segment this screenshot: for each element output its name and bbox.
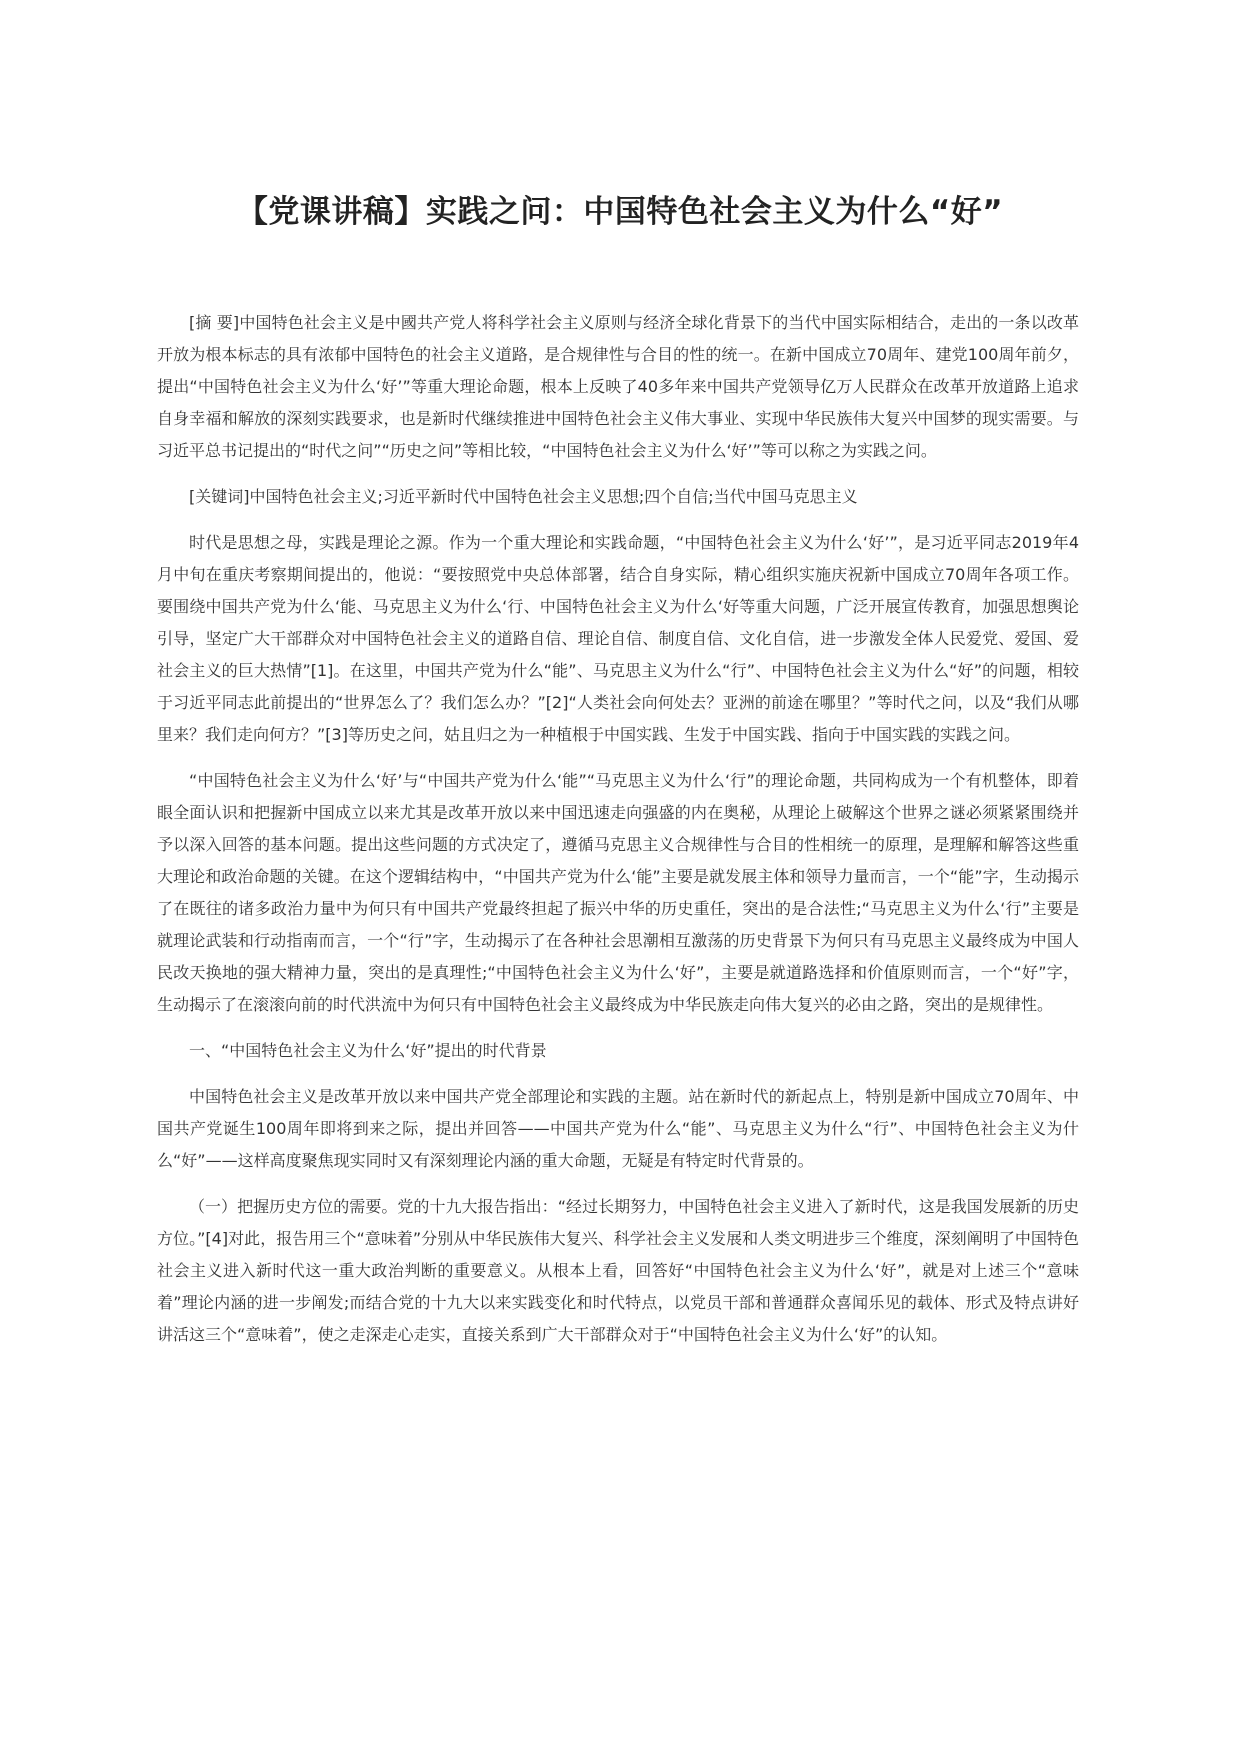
body-paragraph-3: 中国特色社会主义是改革开放以来中国共产党全部理论和实践的主题。站在新时代的新起点上，特别是新中国成立70周年、中国共产党诞生100周年即将到来之际，提出并回答——中国共产党为什么“能”、马克思主义为什么“行”、中国特色社会主义为什么“好”——这样高度聚焦现实同时又有深刻理论内涵的重大命题，无疑是有特定时代背景的。 (157, 1087, 1079, 1170)
section-heading-1: 一、“中国特色社会主义为什么‘好”提出的时代背景 (189, 1041, 547, 1060)
body-paragraph-1: 时代是思想之母，实践是理论之源。作为一个重大理论和实践命题，“中国特色社会主义为什么‘好’”，是习近平同志2019年4月中旬在重庆考察期间提出的，他说：“要按照党中央总体部署，结合自身实际，精心组织实施庆祝新中国成立70周年各项工作。要围绕中国共产党为什么‘能、马克思主义为什么‘行、中国特色社会主义为什么‘好等重大问题，广泛开展宣传教育，加强思想舆论引导，坚定广大干部群众对中国特色社会主义的道路自信、理论自信、制度自信、文化自信，进一步激发全体人民爱党、爱国、爱社会主义的巨大热情”[1]。在这里，中国共产党为什么“能”、马克思主义为什么“行”、中国特色社会主义为什么“好”的问题，相较于习近平同志此前提出的“世界怎么了？我们怎么办？”[2]“人类社会向何处去？亚洲的前途在哪里？”等时代之问，以及“我们从哪里来？我们走向何方？”[3]等历史之问，姑且归之为一种植根于中国实践、生发于中国实践、指向于中国实践的实践之问。 (157, 533, 1079, 744)
abstract-paragraph: [摘 要]中国特色社会主义是中國共产党人将科学社会主义原则与经济全球化背景下的当代中国实际相结合，走出的一条以改革开放为根本标志的具有浓郁中国特色的社会主义道路，是合规律性与合目的性的统一。在新中国成立70周年、建党100周年前夕，提出“中国特色社会主义为什么‘好’”等重大理论命题，根本上反映了40多年来中国共产党领导亿万人民群众在改革开放道路上追求自身幸福和解放的深刻实践要求，也是新时代继续推进中国特色社会主义伟大事业、实现中华民族伟大复兴中国梦的现实需要。与习近平总书记提出的“时代之问”“历史之问”等相比较，“中国特色社会主义为什么‘好’”等可以称之为实践之问。 (157, 313, 1079, 460)
document-body (157, 307, 1079, 1365)
keywords-paragraph: [关键词]中国特色社会主义;习近平新时代中国特色社会主义思想;四个自信;当代中国马克思主义 (189, 487, 858, 506)
body-paragraph-2: “中国特色社会主义为什么‘好’与“中国共产党为什么‘能”“马克思主义为什么‘行”的理论命题，共同构成为一个有机整体，即着眼全面认识和把握新中国成立以来尤其是改革开放以来中国迅速走向强盛的内在奥秘，从理论上破解这个世界之谜必须紧紧围绕并予以深入回答的基本问题。提出这些问题的方式决定了，遵循马克思主义合规律性与合目的性相统一的原理，是理解和解答这些重大理论和政治命题的关键。在这个逻辑结构中，“中国共产党为什么‘能”主要是就发展主体和领导力量而言，一个“能”字，生动揭示了在既往的诸多政治力量中为何只有中国共产党最终担起了振兴中华的历史重任，突出的是合法性;“马克思主义为什么‘行”主要是就理论武装和行动指南而言，一个“行”字，生动揭示了在各种社会思潮相互激荡的历史背景下为何只有马克思主义最终成为中国人民改天换地的强大精神力量，突出的是真理性;“中国特色社会主义为什么‘好”，主要是就道路选择和价值原则而言，一个“好”字，生动揭示了在滚滚向前的时代洪流中为何只有中国特色社会主义最终成为中华民族走向伟大复兴的必由之路，突出的是规律性。 (157, 771, 1079, 1014)
document-title: 【党课讲稿】实践之问：中国特色社会主义为什么“好” (236, 194, 1004, 230)
body-paragraph-4: （一）把握历史方位的需要。党的十九大报告指出：“经过长期努力，中国特色社会主义进入了新时代，这是我国发展新的历史方位。”[4]对此，报告用三个“意味着”分别从中华民族伟大复兴、科学社会主义发展和人类文明进步三个维度，深刻阐明了中国特色社会主义进入新时代这一重大政治判断的重要意义。从根本上看，回答好“中国特色社会主义为什么‘好”，就是对上述三个“意味着”理论内涵的进一步阐发;而结合党的十九大以来实践变化和时代特点，以党员干部和普通群众喜闻乐见的载体、形式及特点讲好讲活这三个“意味着”，使之走深走心走实，直接关系到广大干部群众对于“中国特色社会主义为什么‘好”的认知。 (157, 1197, 1079, 1344)
